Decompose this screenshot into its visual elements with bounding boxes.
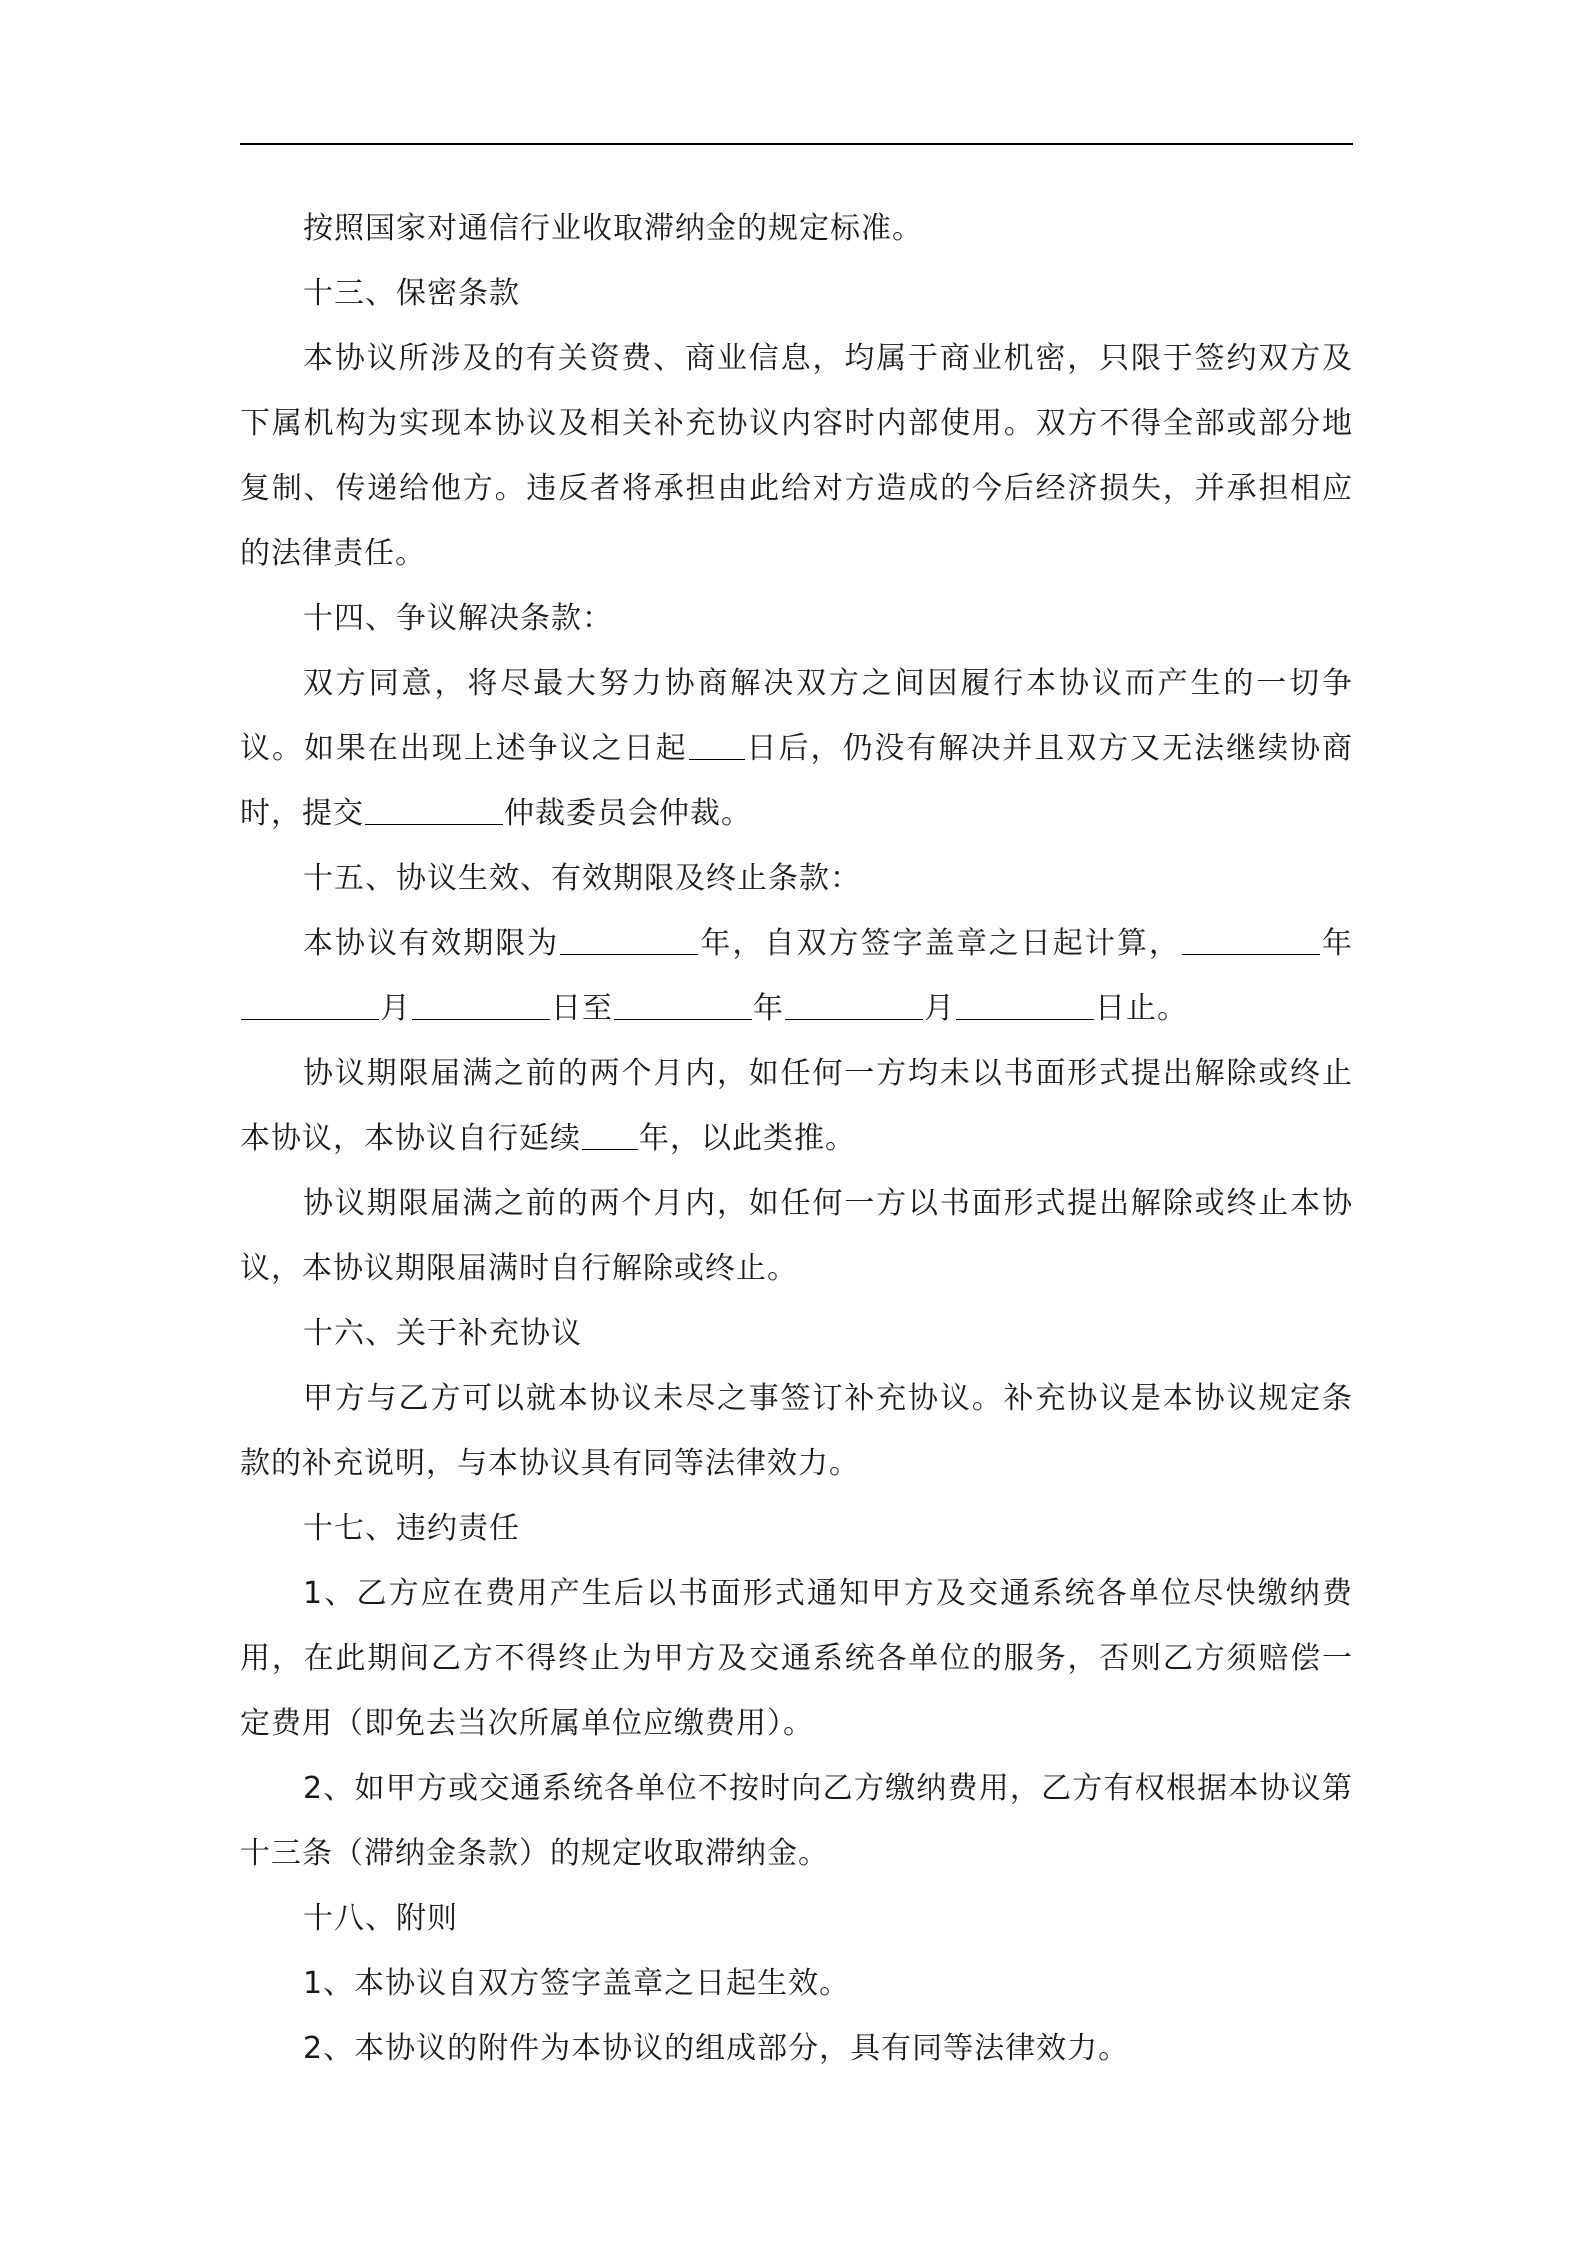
section-14-title: 十四、争议解决条款： — [303, 601, 613, 636]
blank-end-year — [614, 989, 752, 1020]
section-18-item-1: 1、本协议自双方签字盖章之日起生效。 — [303, 1966, 851, 2001]
section-15-termination: 协议期限届满之前的两个月内，如任何一方以书面形式提出解除或终止本协议，本协议期限届满时自行解除或终止。 — [240, 1186, 1353, 1286]
section-15-term-text-a: 本协议有效期限为 — [303, 926, 560, 961]
label-month-1: 月 — [380, 991, 411, 1026]
section-16-body: 甲方与乙方可以就本协议未尽之事签订补充协议。补充协议是本协议规定条款的补充说明，与本协议具有同等法律效力。 — [240, 1381, 1353, 1481]
section-16-title: 十六、关于补充协议 — [303, 1316, 582, 1351]
section-14-body — [240, 651, 1353, 846]
blank-end-month — [785, 989, 923, 1020]
section-13-body: 本协议所涉及的有关资费、商业信息，均属于商业机密，只限于签约双方及下属机构为实现本协议及相关补充协议内容时内部使用。双方不得全部或部分地复制、传递给他方。违反者将承担由此给对方造成的今后经济损失，并承担相应的法律责任。 — [240, 341, 1353, 571]
label-day-end: 日止。 — [1095, 991, 1188, 1026]
label-day-to: 日至 — [551, 991, 613, 1026]
blank-start-day — [412, 989, 550, 1020]
section-17-title: 十七、违约责任 — [303, 1511, 520, 1546]
blank-arbitration-commission — [365, 794, 503, 825]
section-15-renewal-text-a: 协议期限届满之前的两个月内，如任何一方均未以书面形式提出解除或终止本协议，本协议自行延续 — [240, 1056, 1353, 1156]
label-year-1: 年 — [1320, 926, 1354, 961]
section-14-text-b: 日后，仍没有解决并且双方又无法继续协商时，提交 — [240, 731, 1354, 831]
label-month-2: 月 — [924, 991, 955, 1026]
section-15-title: 十五、协议生效、有效期限及终止条款： — [303, 861, 861, 896]
section-15-renewal — [240, 1041, 1353, 1171]
blank-start-month — [241, 989, 379, 1020]
section-18-item-2: 2、本协议的附件为本协议的组成部分，具有同等法律效力。 — [303, 2031, 1130, 2066]
blank-days — [689, 729, 745, 760]
document-body — [240, 196, 1353, 2081]
paragraph-late-fee-standard: 按照国家对通信行业收取滞纳金的规定标准。 — [303, 211, 923, 246]
section-14-text-a: 双方同意，将尽最大努力协商解决双方之间因履行本协议而产生的一切争议。如果在出现上述争议之日起 — [240, 666, 1353, 766]
section-15-term-text-b: 年，自双方签字盖章之日起计算， — [699, 926, 1181, 961]
blank-start-year — [1182, 924, 1320, 955]
label-year-2: 年 — [753, 991, 784, 1026]
blank-term-years — [560, 924, 698, 955]
blank-renewal-years — [582, 1119, 638, 1150]
section-14-text-c: 仲裁委员会仲裁。 — [504, 796, 752, 831]
section-15-renewal-text-b: 年，以此类推。 — [639, 1121, 856, 1156]
section-18-title: 十八、附则 — [303, 1901, 458, 1936]
section-13-title: 十三、保密条款 — [303, 276, 520, 311]
section-17-item-2: 2、如甲方或交通系统各单位不按时向乙方缴纳费用，乙方有权根据本协议第十三条（滞纳金条款）的规定收取滞纳金。 — [240, 1771, 1353, 1871]
blank-end-day — [956, 989, 1094, 1020]
header-rule — [240, 143, 1353, 145]
section-15-term — [240, 911, 1353, 1041]
section-17-item-1: 1、乙方应在费用产生后以书面形式通知甲方及交通系统各单位尽快缴纳费用，在此期间乙方不得终止为甲方及交通系统各单位的服务，否则乙方须赔偿一定费用（即免去当次所属单位应缴费用）。 — [240, 1576, 1353, 1741]
